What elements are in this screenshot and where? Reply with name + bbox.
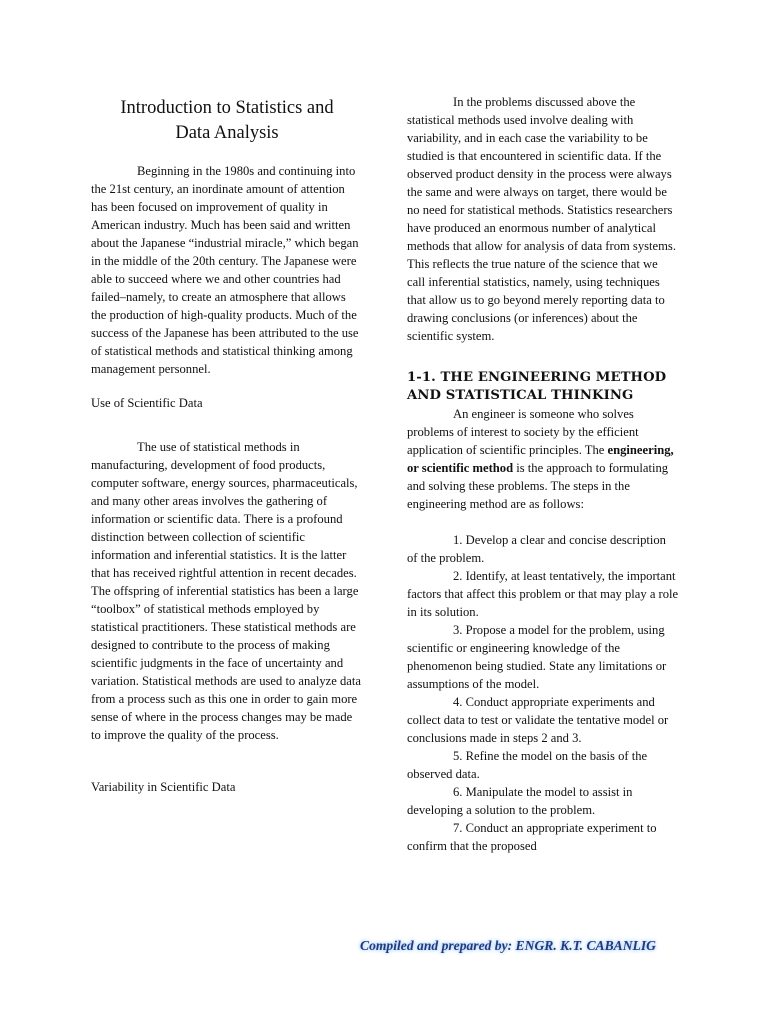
left-column [91, 93, 363, 796]
steps-list [407, 531, 679, 855]
variability-paragraph: In the problems discussed above the statistical methods used involve dealing with variability, and in each case the variability to be studied is that encountered in scientific data. If the observed product density in the process were always the same and were always on target, there would be no need for statistical methods. Statistics researchers have produced an enormous number of analytical methods that allow for analysis of data from systems. This reflects the true nature of the science that we call inferential statistics, namely, using techniques that allow us to go beyond merely reporting data to drawing conclusions (or inferences) about the scientific system. [407, 95, 676, 343]
subheading-variability: Variability in Scientific Data [91, 780, 236, 794]
intro-paragraph: Beginning in the 1980s and continuing into the 21st century, an inordinate amount of attention has been focused on improvement of quality in American industry. Much has been said and written about the Japanese “industrial miracle,” which began in the middle of the 20th century. The Japanese were able to succeed where we and other countries had failed–namely, to create an atmosphere that allows the production of high-quality products. Much of the success of the Japanese has been attributed to the use of statistical methods and statistical thinking among management personnel. [91, 164, 359, 376]
section-heading: 1-1. THE ENGINEERING METHOD AND STATISTICAL THINKING [407, 370, 667, 403]
list-item: 7. Conduct an appropriate experiment to confirm that the proposed [407, 821, 657, 853]
paragraph-scientific-data: The use of statistical methods in manufacturing, development of food products, computer software, energy sources, pharmaceuticals, and many other areas involves the gathering of information or scientific data. There is a profound distinction between collection of scientific information and inferential statistics. It is the latter that has received rightful attention in recent decades. The offspring of inferential statistics has been a large “toolbox” of statistical methods employed by statistical practitioners. These statistical methods are designed to contribute to the process of making scientific judgments in the face of uncertainty and variation. Statistical methods are used to analyze data from a process such as this one in order to gain more sense of where in the process changes may be made to improve the quality of the process. [91, 440, 361, 742]
title-line-1: Introduction to Statistics and [120, 98, 334, 118]
the-word: The [584, 443, 605, 457]
engineering-method-term: engineering, or scientific method [407, 443, 674, 475]
list-item: 4. Conduct appropriate experiments and collect data to test or validate the tentative model or conclusions made in steps 2 and 3. [407, 695, 669, 745]
list-item: 3. Propose a model for the problem, using scientific or engineering knowledge of the phenomenon being studied. State any limitations or assumptions of the model. [407, 623, 667, 691]
right-column [407, 93, 679, 855]
title-line-2: Data Analysis [175, 123, 279, 143]
list-item: 1. Develop a clear and concise description of the problem. [407, 533, 666, 565]
engineer-definition [407, 405, 679, 513]
list-item: 6. Manipulate the model to assist in developing a solution to the problem. [407, 785, 633, 817]
page-title [91, 96, 363, 146]
subheading-scientific-data: Use of Scientific Data [91, 396, 203, 410]
list-item: 2. Identify, at least tentatively, the important factors that affect this problem or that may play a role in its solution. [407, 569, 679, 619]
list-item: 5. Refine the model on the basis of the observed data. [407, 749, 648, 781]
engineering-method-rest: is the approach to formulating and solving these problems. The steps in the engineering method are as follows: [407, 461, 669, 511]
footer-credit: Compiled and prepared by: ENGR. K.T. CABANLIG [360, 938, 656, 953]
engineer-text: An engineer is someone who solves problems of interest to society by the efficient application of scientific principles. [407, 407, 639, 457]
